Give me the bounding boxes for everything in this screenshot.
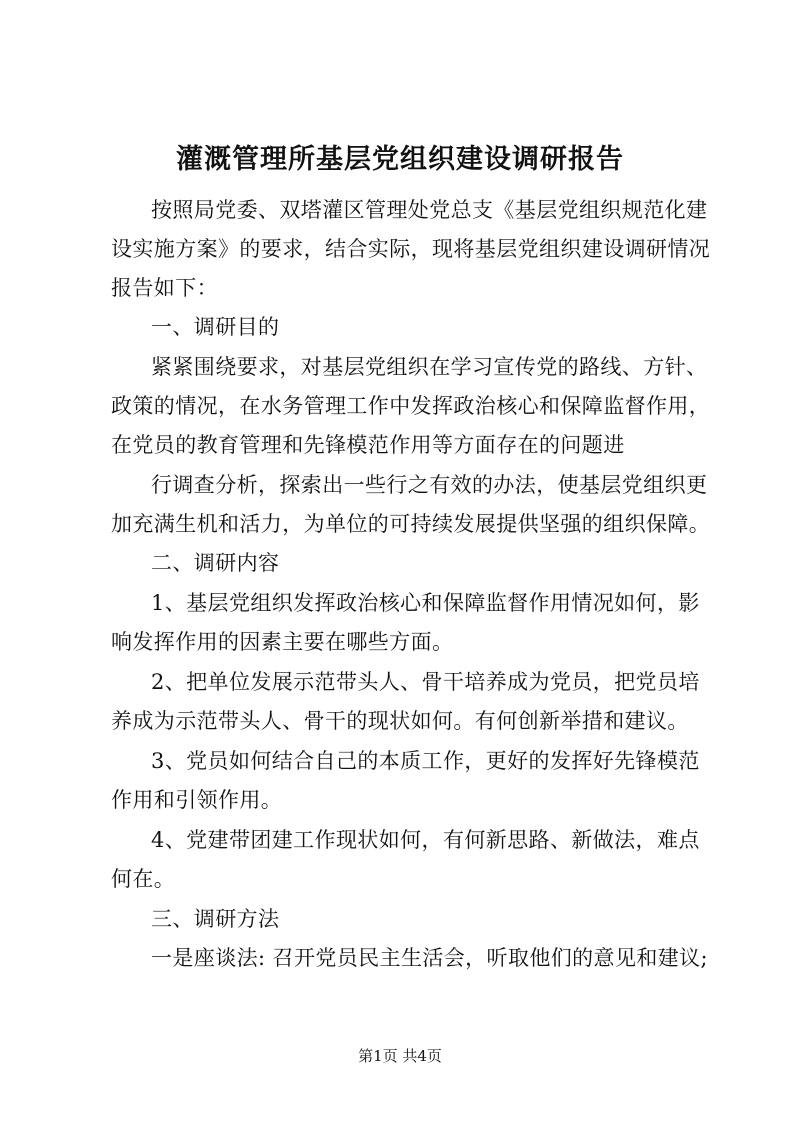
text-line: 2、把单位发展示范带头人、骨干培养成为党员，把党员培 [151, 670, 700, 694]
section-heading: 二、调研内容 [151, 551, 280, 575]
text-line: 一是座谈法: 召开党员民主生活会，听取他们的意见和建议; [151, 946, 709, 970]
text-line: 紧紧围绕要求，对基层党组织在学习宣传党的路线、方针、 [151, 355, 708, 379]
document-title: 灌溉管理所基层党组织建设调研报告 [176, 144, 624, 175]
text-line: 按照局党委、双塔灌区管理处党总支《基层党组织规范化建 [151, 198, 708, 222]
section-heading: 一、调研目的 [151, 315, 280, 339]
text-line: 报告如下： [111, 276, 218, 300]
text-line: 响发挥作用的因素主要在哪些方面。 [111, 630, 454, 654]
text-line: 政策的情况，在水务管理工作中发挥政治核心和保障监督作用， [111, 394, 711, 418]
text-line: 设实施方案》的要求，结合实际，现将基层党组织建设调研情况 [111, 237, 711, 261]
text-line: 养成为示范带头人、骨干的现状如何。有何创新举措和建议。 [111, 709, 689, 733]
page-number-footer: 第1页 共4页 [358, 1047, 442, 1065]
text-line: 加充满生机和活力，为单位的可持续发展提供坚强的组织保障。 [111, 512, 711, 536]
text-line: 作用和引领作用。 [111, 788, 283, 812]
text-line: 1、基层党组织发挥政治核心和保障监督作用情况如何，影 [151, 591, 700, 615]
text-line: 在党员的教育管理和先锋模范作用等方面存在的问题进 [111, 433, 625, 457]
text-line: 行调查分析，探索出一些行之有效的办法，使基层党组织更 [151, 473, 708, 497]
text-line: 4、党建带团建工作现状如何，有何新思路、新做法，难点 [151, 828, 700, 852]
text-line: 3、党员如何结合自己的本质工作，更好的发挥好先锋模范 [151, 749, 700, 773]
section-heading: 三、调研方法 [151, 907, 280, 931]
text-line: 何在。 [111, 867, 176, 891]
